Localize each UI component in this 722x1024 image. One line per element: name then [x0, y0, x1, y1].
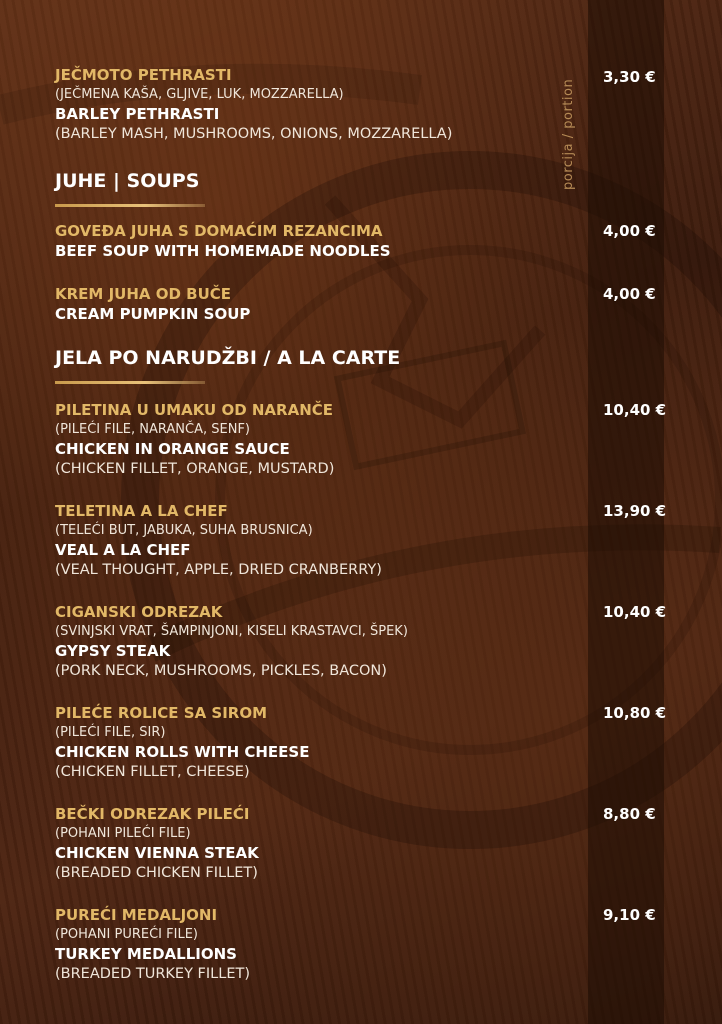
- section-title-soups: JUHE | SOUPS: [55, 170, 200, 192]
- item-price: 4,00 €: [603, 285, 656, 303]
- item-name-hr: TELETINA A LA CHEF: [55, 502, 228, 520]
- portion-label: porcija / portion: [561, 78, 576, 190]
- menu-item-pumpkin-soup: [55, 284, 575, 324]
- item-desc-hr: (SVINJSKI VRAT, ŠAMPINJONI, KISELI KRASTAVCI, ŠPEK): [55, 624, 408, 639]
- item-desc-en: (PORK NECK, MUSHROOMS, PICKLES, BACON): [55, 663, 387, 679]
- item-price: 10,40 €: [603, 603, 667, 621]
- item-name-en: BEEF SOUP WITH HOMEMADE NOODLES: [55, 242, 391, 260]
- item-name-hr: JEČMOTO PETHRASTI: [55, 66, 232, 84]
- item-desc-hr: (JEČMENA KAŠA, GLJIVE, LUK, MOZZARELLA): [55, 87, 344, 102]
- item-price: 9,10 €: [603, 906, 656, 924]
- menu-item-vienna-steak: [55, 804, 575, 884]
- item-name-hr: CIGANSKI ODREZAK: [55, 603, 223, 621]
- item-desc-en: (BREADED CHICKEN FILLET): [55, 865, 258, 881]
- item-name-en: GYPSY STEAK: [55, 642, 171, 660]
- item-name-hr: PILEĆE ROLICE SA SIROM: [55, 704, 268, 722]
- item-desc-hr: (PILEĆI FILE, NARANČA, SENF): [55, 422, 250, 437]
- item-name-en: VEAL A LA CHEF: [55, 541, 191, 559]
- section-divider: [55, 381, 205, 384]
- item-desc-hr: (TELEĆI BUT, JABUKA, SUHA BRUSNICA): [55, 523, 313, 538]
- menu-item-gypsy-steak: [55, 602, 575, 682]
- menu-item-veal: [55, 501, 575, 581]
- item-desc-hr: (PILEĆI FILE, SIR): [55, 725, 166, 740]
- item-price: 4,00 €: [603, 222, 656, 240]
- item-desc-en: (BREADED TURKEY FILLET): [55, 966, 250, 982]
- item-desc-en: (CHICKEN FILLET, ORANGE, MUSTARD): [55, 461, 335, 477]
- item-name-en: CREAM PUMPKIN SOUP: [55, 305, 251, 323]
- item-desc-hr: (POHANI PUREĆI FILE): [55, 927, 198, 942]
- item-price: 8,80 €: [603, 805, 656, 823]
- menu-item-orange-chicken: [55, 400, 575, 480]
- item-name-en: CHICKEN IN ORANGE SAUCE: [55, 440, 290, 458]
- item-desc-en: (BARLEY MASH, MUSHROOMS, ONIONS, MOZZARELLA): [55, 126, 453, 142]
- item-name-hr: GOVEĐA JUHA S DOMAĆIM REZANCIMA: [55, 222, 383, 240]
- item-price: 13,90 €: [603, 502, 667, 520]
- item-name-en: TURKEY MEDALLIONS: [55, 945, 237, 963]
- menu-item-barley: [55, 65, 575, 145]
- item-name-en: BARLEY PETHRASTI: [55, 105, 220, 123]
- item-desc-en: (VEAL THOUGHT, APPLE, DRIED CRANBERRY): [55, 562, 382, 578]
- section-title-a-la-carte: JELA PO NARUDŽBI / A LA CARTE: [55, 347, 401, 369]
- item-name-en: CHICKEN ROLLS WITH CHEESE: [55, 743, 310, 761]
- item-name-hr: BEČKI ODREZAK PILEĆI: [55, 805, 250, 823]
- item-desc-hr: (POHANI PILEĆI FILE): [55, 826, 191, 841]
- item-price: 3,30 €: [603, 68, 656, 86]
- menu-item-beef-soup: [55, 221, 575, 261]
- section-divider: [55, 204, 205, 207]
- item-price: 10,80 €: [603, 704, 667, 722]
- item-name-hr: PILETINA U UMAKU OD NARANČE: [55, 401, 334, 419]
- item-name-en: CHICKEN VIENNA STEAK: [55, 844, 259, 862]
- menu-item-turkey-medallions: [55, 905, 575, 985]
- item-name-hr: PUREĆI MEDALJONI: [55, 906, 218, 924]
- menu-item-chicken-rolls: [55, 703, 575, 783]
- item-price: 10,40 €: [603, 401, 667, 419]
- item-name-hr: KREM JUHA OD BUČE: [55, 285, 232, 303]
- item-desc-en: (CHICKEN FILLET, CHEESE): [55, 764, 250, 780]
